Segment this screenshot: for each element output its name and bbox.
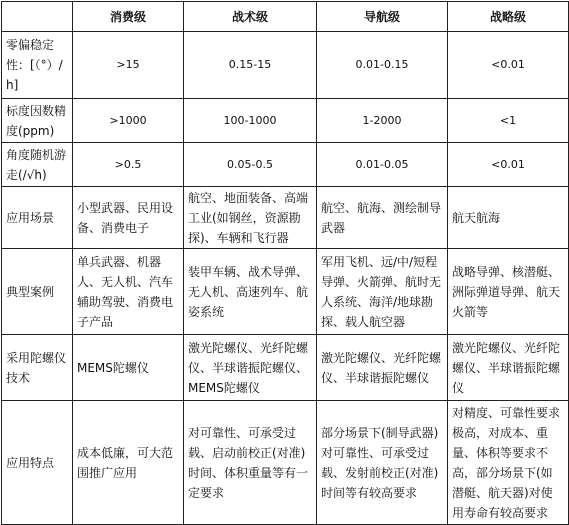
header-tactical-grade: 战术级: [184, 2, 317, 32]
cell-value: >0.5: [73, 143, 184, 187]
row-label-bias-stability: 零偏稳定性：[（°）/h]: [2, 32, 73, 99]
cell-text: 部分场景下(制导武器)对可靠性、可承受过载、发射前校正(对准)时间等有较高要求: [317, 401, 448, 525]
cell-text: 装甲车辆、战术导弹、无人机、高速列车、航姿系统: [184, 249, 317, 335]
cell-text: 航空、地面装备、高端工业(如钢丝，资源勘探)、车辆和飞行器: [184, 187, 317, 249]
cell-value: 0.15-15: [184, 32, 317, 99]
cell-text: 单兵武器、机器人、无人机、汽车辅助驾驶、消费电子产品: [73, 249, 184, 335]
header-strategic-grade: 战略级: [448, 2, 569, 32]
row-label-scale-factor: 标度因数精度(ppm): [2, 99, 73, 143]
cell-text: 战略导弹、核潜艇、洲际弹道导弹、航天火箭等: [448, 249, 569, 335]
cell-value: <1: [448, 99, 569, 143]
table-row: [2, 401, 569, 525]
cell-value: <0.01: [448, 143, 569, 187]
header-row: [2, 2, 569, 32]
cell-text: 成本低廉，可大范围推广应用: [73, 401, 184, 525]
cell-text: 小型武器、民用设备、消费电子: [73, 187, 184, 249]
cell-text: 激光陀螺仪、光纤陀螺仪、半球谐振陀螺仪: [317, 335, 448, 401]
cell-text: 激光陀螺仪、光纤陀螺仪、半球谐振陀螺仪、MEMS陀螺仪: [184, 335, 317, 401]
row-label-application-scenario: 应用场景: [2, 187, 73, 249]
cell-value: 0.05-0.5: [184, 143, 317, 187]
cell-value: >1000: [73, 99, 184, 143]
cell-value: <0.01: [448, 32, 569, 99]
gyroscope-grade-table: [1, 1, 569, 525]
row-label-gyro-technology: 采用陀螺仪技术: [2, 335, 73, 401]
cell-value: 0.01-0.15: [317, 32, 448, 99]
cell-text: 对精度、可靠性要求极高，对成本、重量、体积等要求不高，部分场景下(如潜艇、航天器)对使用寿命有较高要求: [448, 401, 569, 525]
cell-text: 对可靠性、可承受过载、启动前校正(对准)时间、体积重量等有一定要求: [184, 401, 317, 525]
cell-value: >15: [73, 32, 184, 99]
cell-text: 军用飞机、远/中/短程导弹、火箭弹、航时无人系统、海洋/地球勘探、载人航空器: [317, 249, 448, 335]
cell-text: MEMS陀螺仪: [73, 335, 184, 401]
table-row: [2, 143, 569, 187]
row-label-angle-random-walk: 角度随机游走(/√h): [2, 143, 73, 187]
table-row: [2, 187, 569, 249]
cell-text: 航天航海: [448, 187, 569, 249]
table-row: [2, 32, 569, 99]
table-row: [2, 335, 569, 401]
row-label-application-features: 应用特点: [2, 401, 73, 525]
row-label-typical-cases: 典型案例: [2, 249, 73, 335]
table-row: [2, 99, 569, 143]
cell-text: 航空、航海、测绘制导武器: [317, 187, 448, 249]
cell-value: 100-1000: [184, 99, 317, 143]
header-navigation-grade: 导航级: [317, 2, 448, 32]
header-corner: [2, 2, 73, 32]
header-consumer-grade: 消费级: [73, 2, 184, 32]
table-row: [2, 249, 569, 335]
cell-value: 1-2000: [317, 99, 448, 143]
cell-value: 0.01-0.05: [317, 143, 448, 187]
cell-text: 激光陀螺仪、光纤陀螺仪、半球谐振陀螺仪: [448, 335, 569, 401]
